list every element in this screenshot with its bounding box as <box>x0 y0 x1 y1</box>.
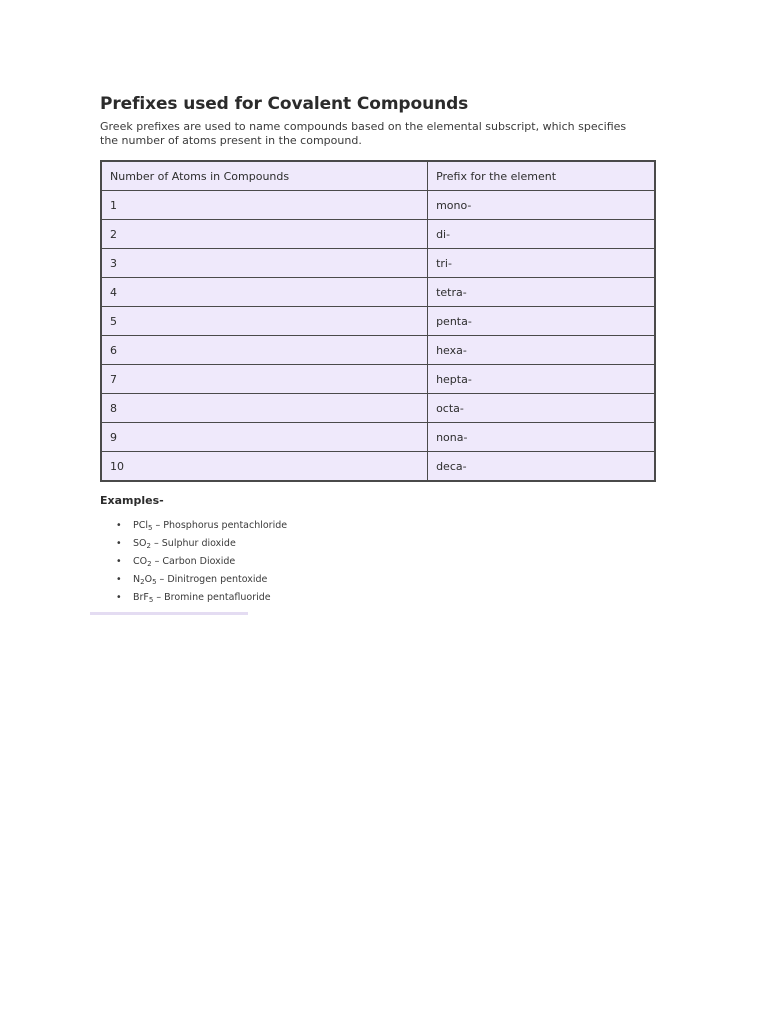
compound-name: – Bromine pentafluoride <box>153 592 271 603</box>
bullet-icon: • <box>116 592 122 603</box>
table-header-row <box>101 161 655 191</box>
atom-count-cell: 10 <box>101 452 428 482</box>
atom-count-cell: 3 <box>101 249 428 278</box>
formula: $N_2O_5$ <box>133 574 157 586</box>
list-item <box>116 572 660 590</box>
atom-count-cell: 1 <box>101 191 428 220</box>
atom-count-cell: 4 <box>101 278 428 307</box>
list-item <box>116 590 660 608</box>
prefix-cell: octa- <box>428 394 655 423</box>
examples-list <box>116 518 660 608</box>
intro-paragraph: Greek prefixes are used to name compounds based on the elemental subscript, which specifies the number of atoms present in the compound. <box>100 120 627 147</box>
list-item <box>116 518 660 536</box>
bullet-icon: • <box>116 520 122 531</box>
table-row <box>101 191 655 220</box>
atom-count-cell: 8 <box>101 394 428 423</box>
table-row <box>101 307 655 336</box>
compound-name: – Phosphorus pentachloride <box>152 520 288 531</box>
atom-count-cell: 5 <box>101 307 428 336</box>
bullet-icon: • <box>116 556 122 567</box>
document <box>100 92 660 608</box>
atom-count-cell: 6 <box>101 336 428 365</box>
examples-heading: Examples- <box>100 494 164 507</box>
formula: $SO_2$ <box>133 538 151 550</box>
header-prefix: Prefix for the element <box>428 161 655 191</box>
atom-count-cell: 9 <box>101 423 428 452</box>
formula: PCl$_5$ <box>133 520 153 532</box>
prefix-cell: penta- <box>428 307 655 336</box>
formula: $CO_2$ <box>133 556 152 568</box>
table-row <box>101 249 655 278</box>
list-item <box>116 554 660 572</box>
prefix-cell: nona- <box>428 423 655 452</box>
table-row <box>101 336 655 365</box>
prefix-cell: deca- <box>428 452 655 482</box>
prefix-cell: hexa- <box>428 336 655 365</box>
prefix-cell: tetra- <box>428 278 655 307</box>
atom-count-cell: 2 <box>101 220 428 249</box>
bullet-icon: • <box>116 538 122 549</box>
table-row <box>101 394 655 423</box>
atom-count-cell: 7 <box>101 365 428 394</box>
page-title: Prefixes used for Covalent Compounds <box>100 94 469 114</box>
table-row <box>101 423 655 452</box>
prefix-cell: mono- <box>428 191 655 220</box>
table-row <box>101 452 655 482</box>
selection-highlight-bar <box>90 612 248 615</box>
bullet-icon: • <box>116 574 122 585</box>
table-row <box>101 365 655 394</box>
table-row <box>101 220 655 249</box>
compound-name: – Carbon Dioxide <box>151 556 236 567</box>
prefix-cell: di- <box>428 220 655 249</box>
list-item <box>116 536 660 554</box>
prefix-cell: hepta- <box>428 365 655 394</box>
compound-name: – Sulphur dioxide <box>150 538 236 549</box>
formula: BrF$_5$ <box>133 592 154 604</box>
compound-name: – Dinitrogen pentoxide <box>156 574 268 585</box>
table-row <box>101 278 655 307</box>
prefix-table <box>100 160 656 482</box>
header-number-of-atoms: Number of Atoms in Compounds <box>101 161 428 191</box>
prefix-cell: tri- <box>428 249 655 278</box>
